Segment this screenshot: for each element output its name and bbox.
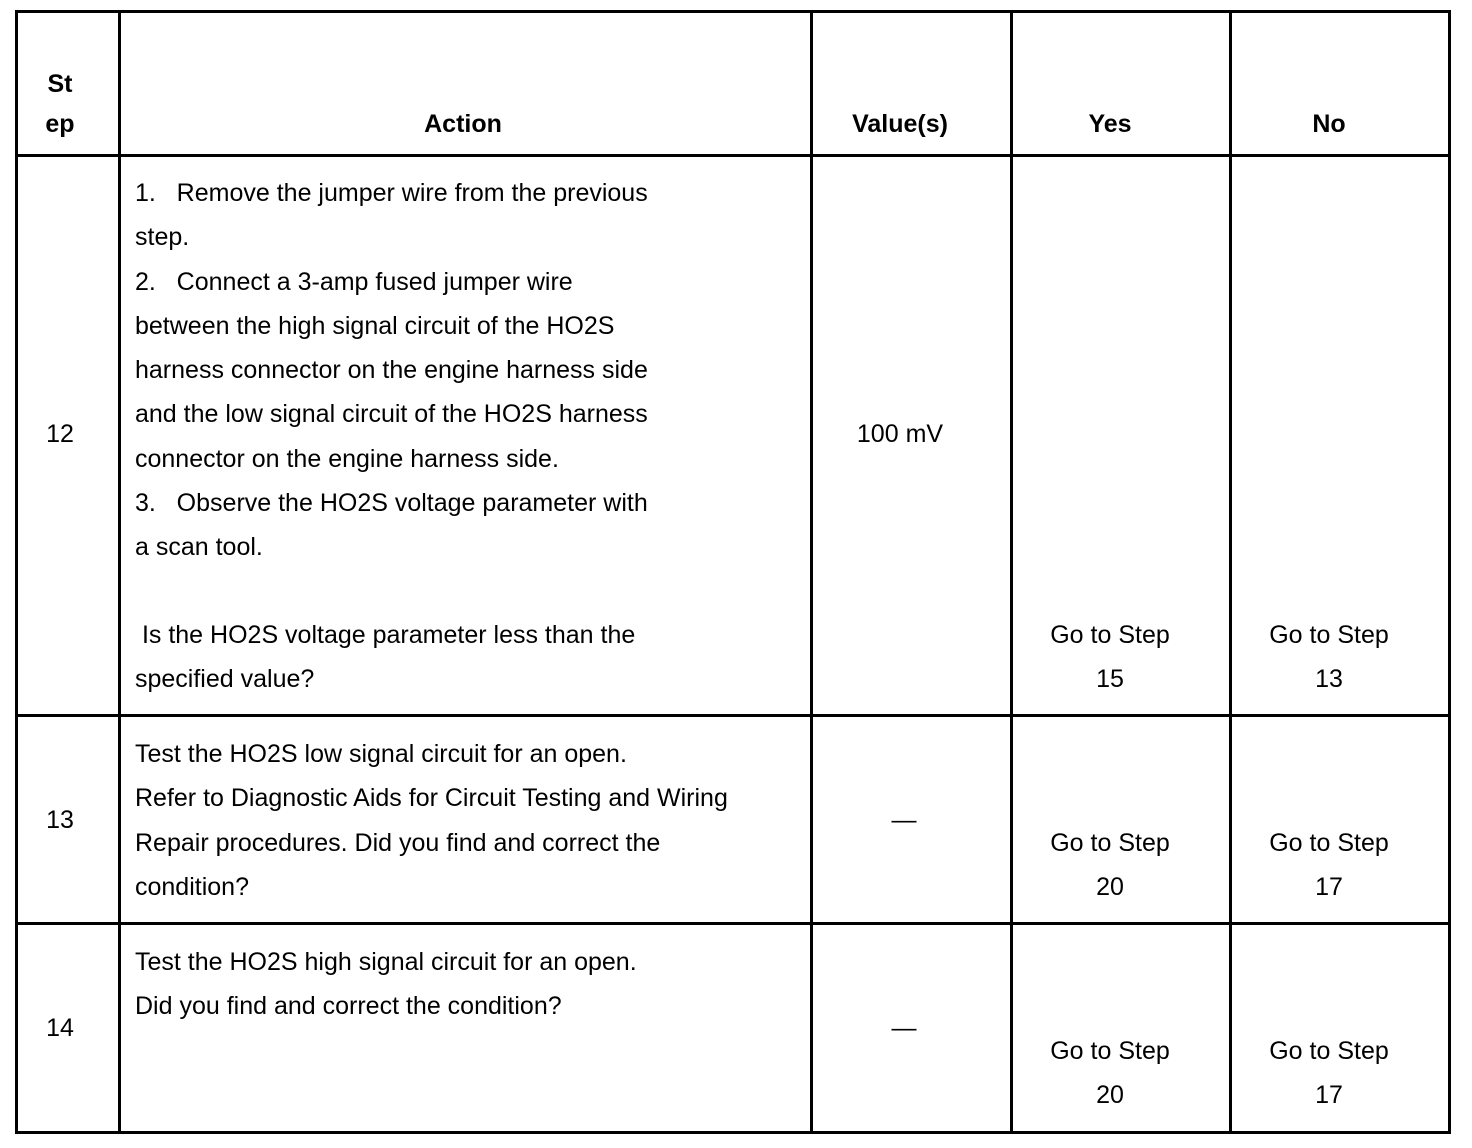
step-number: 12 — [46, 420, 74, 448]
action-line: connector on the engine harness side. — [135, 444, 559, 473]
yes-goto-label: Go to Step — [1050, 621, 1170, 649]
header-action: Action — [424, 110, 502, 138]
header-step-line1: St — [47, 70, 73, 98]
action-line: and the low signal circuit of the HO2S harness — [135, 400, 648, 429]
column-divider — [118, 13, 121, 1131]
action-line: a scan tool. — [135, 533, 263, 562]
yes-goto-step: 20 — [1096, 873, 1124, 901]
step-number: 14 — [46, 1014, 74, 1042]
specified-value: 100 mV — [856, 420, 944, 448]
no-goto-step: 17 — [1315, 873, 1343, 901]
action-line: Refer to Diagnostic Aids for Circuit Testing and Wiring — [135, 784, 728, 813]
no-goto-step: 13 — [1315, 665, 1343, 693]
action-text — [135, 171, 648, 570]
action-question — [135, 613, 635, 702]
action-line: Did you find and correct the condition? — [135, 992, 562, 1021]
action-line: condition? — [135, 872, 249, 901]
action-line: 2. Connect a 3-amp fused jumper wire — [135, 267, 573, 296]
no-goto-step: 17 — [1315, 1081, 1343, 1109]
action-line: Test the HO2S low signal circuit for an open. — [135, 740, 627, 768]
yes-goto-step: 20 — [1096, 1081, 1124, 1109]
yes-result — [1010, 821, 1210, 909]
row-divider — [18, 714, 1448, 717]
header-step-line2: ep — [45, 110, 75, 138]
action-line: 3. Observe the HO2S voltage parameter with — [135, 489, 648, 518]
action-line: step. — [135, 223, 190, 252]
yes-result — [1010, 1029, 1210, 1117]
no-goto-label: Go to Step — [1269, 829, 1389, 857]
header-values: Value(s) — [852, 110, 948, 138]
no-result — [1229, 613, 1429, 701]
action-line: Test the HO2S high signal circuit for an open. — [135, 948, 637, 976]
yes-goto-label: Go to Step — [1050, 1037, 1170, 1065]
no-goto-label: Go to Step — [1269, 1037, 1389, 1065]
action-line: Repair procedures. Did you find and correct the — [135, 828, 661, 857]
action-line: 1. Remove the jumper wire from the previous — [135, 179, 648, 207]
row-divider — [18, 154, 1448, 157]
column-divider — [1010, 13, 1013, 1131]
column-divider — [810, 13, 813, 1131]
yes-goto-step: 15 — [1096, 665, 1124, 693]
action-text — [135, 940, 637, 1029]
specified-value: — — [891, 1014, 917, 1042]
specified-value: — — [891, 806, 917, 834]
no-goto-label: Go to Step — [1269, 621, 1389, 649]
action-text — [135, 732, 728, 909]
yes-result — [1010, 613, 1210, 701]
no-result — [1229, 1029, 1429, 1117]
column-divider — [1229, 13, 1232, 1131]
action-line: between the high signal circuit of the HO2S — [135, 311, 615, 340]
yes-goto-label: Go to Step — [1050, 829, 1170, 857]
header-no: No — [1312, 110, 1346, 138]
no-result — [1229, 821, 1429, 909]
question-line: Is the HO2S voltage parameter less than the — [135, 621, 636, 649]
action-line: harness connector on the engine harness side — [135, 356, 648, 385]
question-line: specified value? — [135, 665, 315, 694]
step-number: 13 — [46, 806, 74, 834]
header-yes: Yes — [1088, 110, 1132, 138]
row-divider — [18, 922, 1448, 925]
